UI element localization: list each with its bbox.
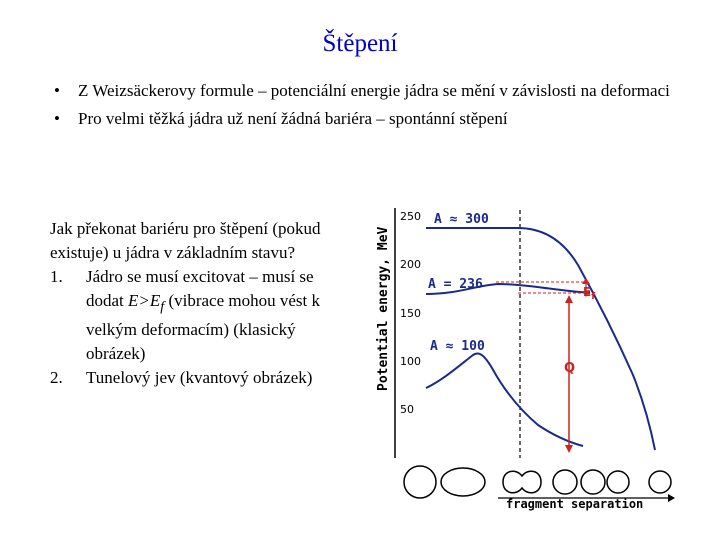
bullet-marker: • xyxy=(54,109,60,128)
bullet-marker: • xyxy=(54,81,60,100)
step-condition: E>E xyxy=(128,291,161,310)
potential-energy-figure xyxy=(368,200,708,522)
bullet-text: Pro velmi těžká jádra už není žádná bariéra – spontánní stěpení xyxy=(78,109,508,128)
step-condition-sub: f xyxy=(160,298,165,315)
y-tick-label: 50 xyxy=(400,403,414,416)
step-text-end: (vibrace mohou vést k velkým deformacím) (klasický obrázek) xyxy=(86,291,321,364)
y-axis-label: Potential energy, MeV xyxy=(376,226,391,391)
bullet-item xyxy=(50,80,700,102)
y-tick-label: 200 xyxy=(400,258,421,271)
fragment-far-left xyxy=(607,471,629,493)
label-a100: A ≈ 100 xyxy=(430,339,485,354)
fragment-left xyxy=(553,470,577,494)
nucleus-necked xyxy=(503,471,541,493)
ef-label-main: E xyxy=(583,285,592,299)
step-item xyxy=(50,366,340,390)
bullet-text: Z Weizsäckerovy formule – potenciální energie jádra se mění v závislosti na deformaci xyxy=(78,81,670,100)
ef-label xyxy=(583,285,595,302)
step-number: 1. xyxy=(50,267,63,286)
ef-label-sub: f xyxy=(591,292,596,302)
curve-a100 xyxy=(426,353,583,446)
q-arrow-head-bottom xyxy=(565,445,573,453)
fragment-far-right xyxy=(649,471,671,493)
potential-energy-diagram xyxy=(368,200,708,522)
y-tick-label: 250 xyxy=(400,210,421,223)
nucleus-sphere xyxy=(404,466,436,498)
fragment-right xyxy=(581,470,605,494)
bullet-list xyxy=(50,80,700,136)
step-item xyxy=(50,265,340,366)
x-axis-label: fragment separation xyxy=(506,497,644,511)
step-text: Tunelový jev (kvantový obrázek) xyxy=(86,368,313,388)
nucleus-deformed xyxy=(441,468,485,496)
label-a300: A ≈ 300 xyxy=(434,212,489,227)
y-tick-label: 150 xyxy=(400,307,421,320)
slide-title: Štěpení xyxy=(322,30,398,57)
q-arrow-head-top xyxy=(565,295,573,303)
x-axis-arrow-head xyxy=(668,494,675,502)
q-label: Q xyxy=(564,361,576,376)
step-number: 2. xyxy=(50,368,63,388)
step-text: Jádro se musí excitovat – musí se dodat xyxy=(86,267,314,310)
body-text xyxy=(50,217,340,390)
ef-arrow-head-top xyxy=(582,278,590,284)
y-tick-label: 100 xyxy=(400,355,421,368)
steps-list xyxy=(50,265,340,390)
label-a236: A = 236 xyxy=(428,277,483,292)
bullet-item xyxy=(50,108,700,130)
intro-question: Jak překonat bariéru pro štěpení (pokud existuje) u jádra v základním stavu? xyxy=(50,219,321,262)
